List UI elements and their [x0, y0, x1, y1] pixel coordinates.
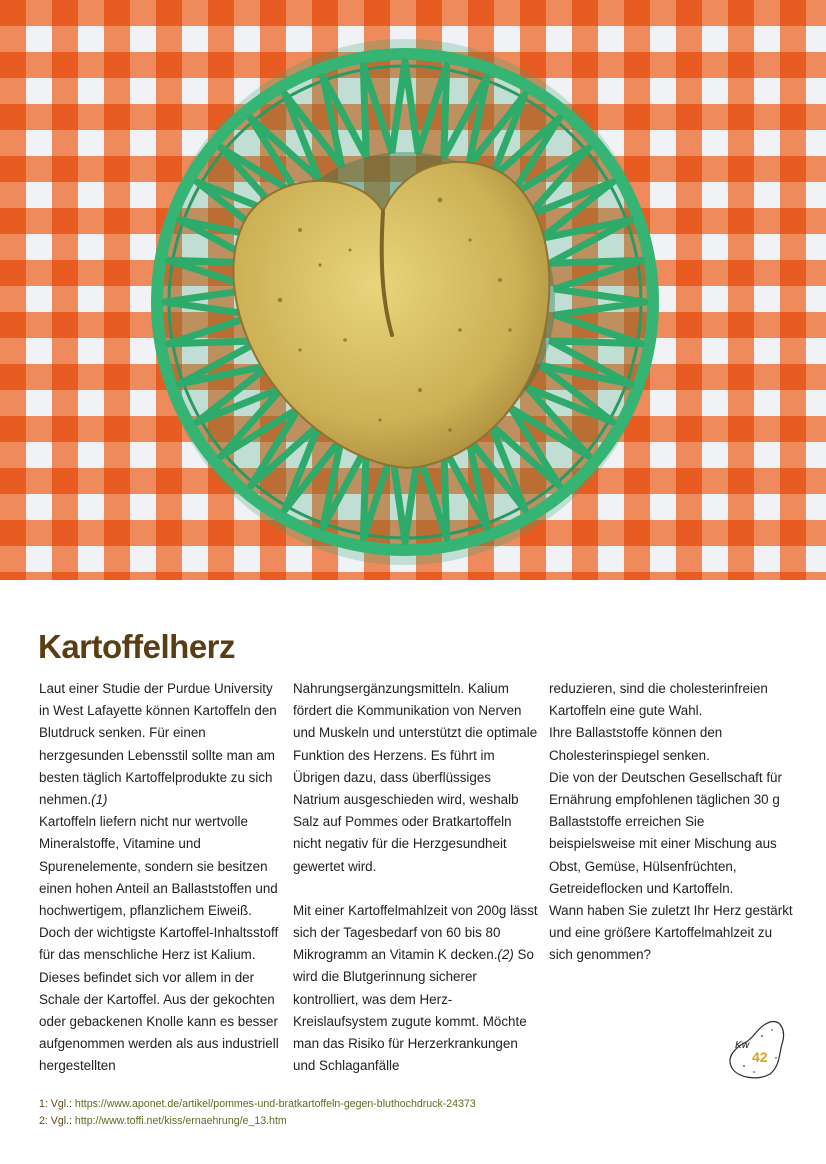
footnote-reference: (1)	[91, 792, 108, 808]
footnote-prefix: 2: Vgl.:	[39, 1115, 75, 1127]
footnote-link[interactable]: https://www.aponet.de/artikel/pommes-und-bratkartoffeln-gegen-bluthochdruck-24373	[74, 1098, 476, 1110]
paragraph	[293, 900, 538, 1078]
paragraph-text: So wird die Blutgerinnung sicherer kontrolliert, was dem Herz-Kreislaufsystem zugute kommt. Möchte man das Risiko für Herzerkrankungen und Schlaganfälle	[293, 947, 534, 1074]
footnote-link[interactable]: http://www.toffi.net/kiss/ernaehrung/e_13.htm	[74, 1115, 287, 1127]
footnote-reference: (2)	[497, 947, 514, 963]
paragraph: reduzieren, sind die cholesterinfreien Kartoffeln eine gute Wahl.	[549, 681, 768, 719]
paragraph-text: Mit einer Kartoffelmahlzeit von 200g lässt sich der Tagesbedarf von 60 bis 80 Mikrogramm an Vitamin K decken.	[293, 902, 538, 963]
paragraph: Ihre Ballaststoffe können den Cholesterinspiegel senken.	[549, 725, 723, 763]
heart-potato-in-basket-image	[0, 0, 826, 580]
text-column-3	[549, 678, 794, 967]
article-title: Kartoffelherz	[38, 628, 236, 665]
footnote-prefix: 1: Vgl.:	[39, 1098, 75, 1110]
hero-photo	[0, 0, 826, 580]
badge-initials: Kw	[735, 1040, 750, 1051]
text-column-1	[39, 678, 284, 1078]
paragraph	[39, 678, 284, 811]
paragraph: Nahrungsergänzungsmitteln. Kalium fördert die Kommunikation von Nerven und Muskeln und unterstützt die optimale Funktion des Herzens. Es führt im Übrigen dazu, dass überflüssiges Natrium ausgeschieden wird, weshalb Salz auf Pommes oder Bratkartoffeln nicht negativ für die Herzgesundheit gewertet wird.	[293, 681, 538, 874]
footnote-1	[39, 1096, 476, 1113]
footnote-2	[39, 1113, 476, 1130]
text-column-2	[293, 678, 538, 1077]
footnotes	[39, 1096, 476, 1130]
paragraph: Wann haben Sie zuletzt Ihr Herz gestärkt und eine größere Kartoffelmahlzeit zu sich genommen?	[549, 903, 793, 963]
page-number: 42	[752, 1049, 768, 1065]
paragraph: Die von der Deutschen Gesellschaft für Ernährung empfohlenen täglichen 30 g Ballaststoffe erreichen Sie beispielsweise mit einer Mischung aus Obst, Gemüse, Hülsenfrüchten, Getreideflocken und Kartoffeln.	[549, 769, 782, 896]
paragraph-text: Laut einer Studie der Purdue University in West Lafayette können Kartoffeln den Blutdruck senken. Für einen herzgesunden Lebensstil sollte man am besten täglich Kartoffelprodukte zu sich nehmen.	[39, 681, 277, 808]
paragraph: Kartoffeln liefern nicht nur wertvolle Mineralstoffe, Vitamine und Spurenelemente, sondern sie besitzen einen hohen Anteil an Ballaststoffen und hochwertigem, pflanzlichem Eiweiß. Doch der wichtigste Kartoffel-Inhaltsstoff für das menschliche Herz ist Kalium. Dieses befindet sich vor allem in der Schale der Kartoffel. Aus der gekochten oder gebackenen Knolle kann es besser aufgenommen werden als aus industriell hergestellten	[39, 814, 279, 1074]
